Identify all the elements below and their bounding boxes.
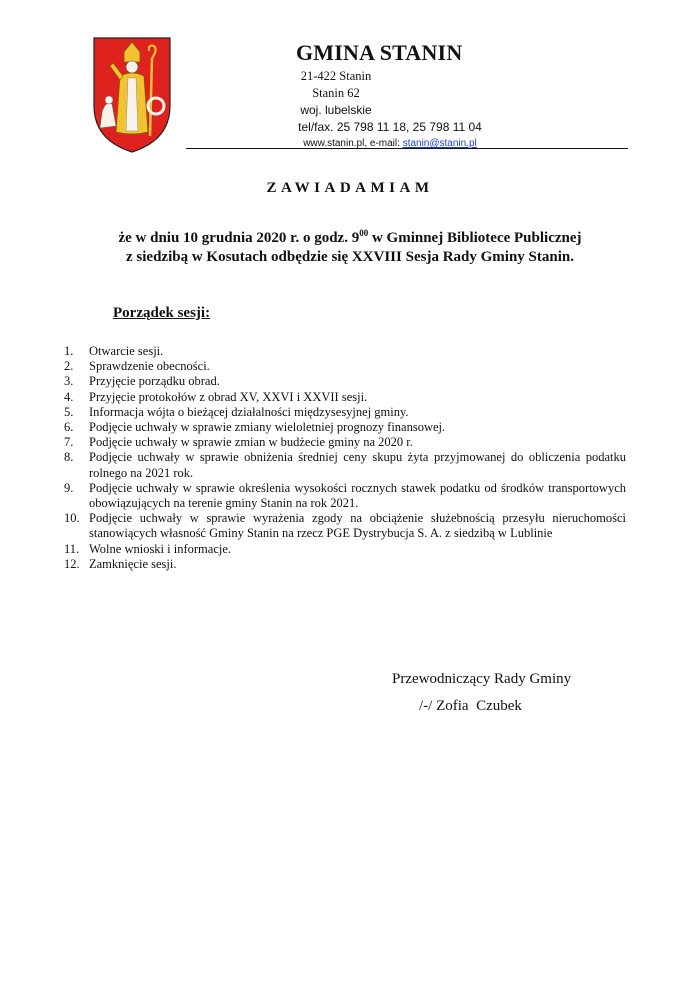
agenda-item-number: 1. — [64, 344, 74, 358]
time-minutes-superscript: 00 — [359, 228, 369, 238]
headline: ZAWIADAMIAM — [266, 180, 434, 196]
agenda-item — [64, 481, 626, 511]
agenda-item — [64, 344, 626, 359]
province: woj. lubelskie — [300, 103, 372, 117]
agenda-item-number: 8. — [64, 450, 74, 465]
agenda-item-text: Sprawdzenie obecności. — [89, 359, 210, 374]
agenda-item-number: 4. — [64, 389, 74, 404]
agenda-item — [64, 374, 626, 389]
agenda-item-text: Podjęcie uchwały w sprawie wyrażenia zgody na obciążenie służebnością przesyłu nieruchomości stanowiących własność Gminy Stanin na rzecz PGE Dystrybucja S. A. z siedzibą w Lublinie — [89, 511, 626, 541]
agenda-item — [64, 435, 626, 450]
agenda-item-text: Zamknięcie sesji. — [89, 556, 177, 571]
agenda-item — [64, 542, 626, 557]
web-and-email — [240, 136, 540, 152]
agenda-item-text: Podjęcie uchwały w sprawie określenia wysokości rocznych stawek podatku od środków transportowych obowiązujących na terenie gminy Stanin na rok 2021. — [89, 480, 626, 511]
header-divider — [186, 148, 628, 149]
agenda-item — [64, 420, 626, 435]
email-link[interactable]: stanin@stanin.pl — [402, 138, 477, 149]
announcement — [60, 229, 640, 267]
agenda-item — [64, 359, 626, 374]
agenda-item-text: Podjęcie uchwały w sprawie obniżenia średniej ceny skupu żyta przyjmowanej do obliczenia podatku rolnego na 2021 rok. — [89, 450, 626, 480]
agenda-item-number: 9. — [64, 480, 74, 495]
signatory-name: /-/ Zofia Czubek — [419, 698, 522, 714]
agenda-item — [64, 450, 626, 480]
coat-of-arms-emblem — [92, 36, 172, 154]
street-address: Stanin 62 — [312, 86, 360, 100]
signatory-role: Przewodniczący Rady Gminy — [392, 671, 572, 687]
agenda-item-number: 11. — [64, 541, 80, 556]
agenda-item — [64, 511, 626, 541]
announcement-line-2: z siedzibą w Kosutach odbędzie się XXVIII Sesja Rady Gminy Stanin. — [126, 249, 574, 265]
agenda-item-number: 2. — [64, 359, 74, 374]
agenda-item-number: 10. — [64, 511, 80, 526]
org-name: GMINA STANIN — [296, 40, 463, 65]
agenda-item-number: 5. — [64, 404, 74, 419]
announcement-venue: w Gminnej Bibliotece Publicznej — [368, 230, 582, 246]
agenda-item-text: Przyjęcie protokołów z obrad XV, XXVI i XXVII sesji. — [89, 389, 368, 404]
agenda-item-number: 12. — [64, 556, 80, 571]
phone-fax: tel/fax. 25 798 11 18, 25 798 11 04 — [298, 120, 482, 134]
announcement-line-1 — [60, 229, 640, 248]
agenda-list — [64, 344, 626, 572]
agenda-item-text: Wolne wnioski i informacje. — [89, 541, 232, 556]
postal-code: 21-422 Stanin — [300, 69, 372, 83]
agenda-item-text: Otwarcie sesji. — [89, 344, 164, 358]
announcement-date-time: że w dniu 10 grudnia 2020 r. o godz. 9 — [118, 230, 360, 246]
agenda-item — [64, 390, 626, 405]
website-label: www.stanin.pl, e-mail: — [303, 138, 403, 149]
agenda-item-number: 3. — [64, 374, 74, 389]
agenda-item-text: Podjęcie uchwały w sprawie zmian w budżecie gminy na 2020 r. — [89, 435, 413, 450]
agenda-item — [64, 405, 626, 420]
agenda-title: Porządek sesji: — [113, 305, 211, 321]
agenda-item-text: Informacja wójta o bieżącej działalności międzysesyjnej gminy. — [89, 404, 409, 419]
agenda-item-number: 6. — [64, 420, 74, 435]
agenda-item — [64, 557, 626, 572]
agenda-item-number: 7. — [64, 435, 74, 450]
agenda-item-text: Podjęcie uchwały w sprawie zmiany wieloletniej prognozy finansowej. — [89, 420, 446, 435]
agenda-item-text: Przyjęcie porządku obrad. — [89, 374, 220, 389]
